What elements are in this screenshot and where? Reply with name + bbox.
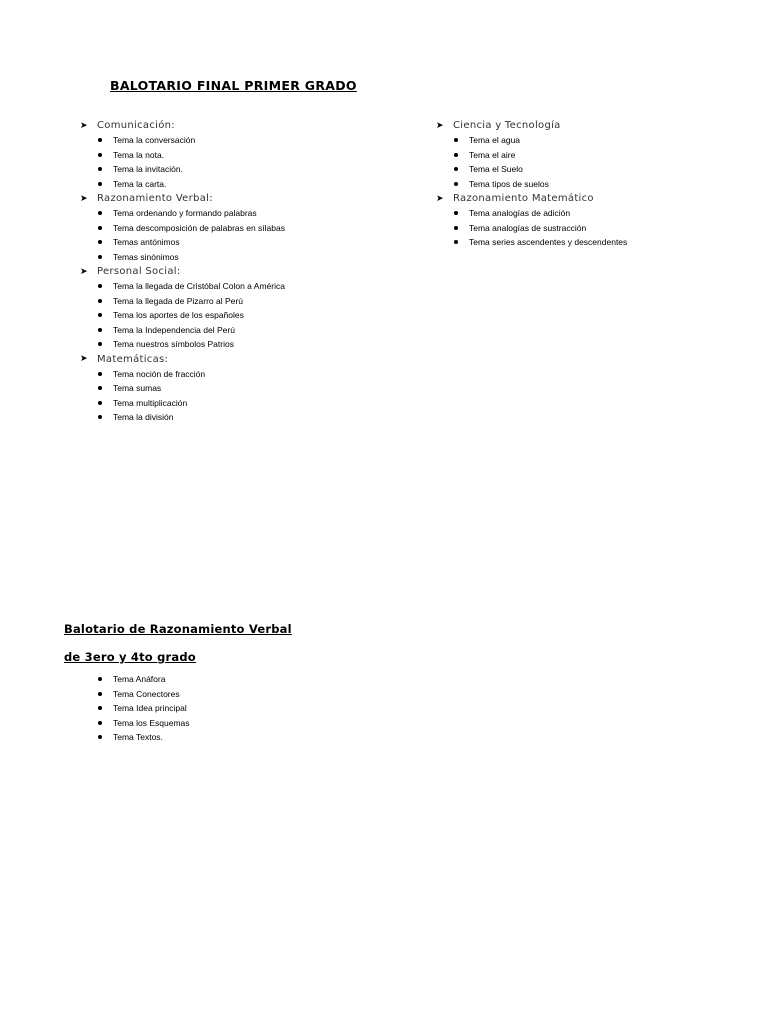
bullet-icon — [98, 735, 102, 739]
list-item: Tema la Independencia del Perú — [80, 323, 285, 338]
arrow-bullet-icon: ➤ — [80, 120, 88, 131]
subject-matematicas — [80, 352, 285, 425]
list-item: Tema noción de fracción — [80, 367, 285, 382]
bullet-icon — [454, 211, 458, 215]
subject-razonamiento-matematico — [436, 191, 627, 250]
bullet-icon — [98, 415, 102, 419]
list-item: Tema la conversación — [80, 133, 285, 148]
subject-razonamiento-verbal — [80, 191, 285, 264]
list-item: Tema Textos. — [80, 730, 190, 745]
bullet-icon — [98, 313, 102, 317]
list-item: Tema sumas — [80, 381, 285, 396]
list-item: Temas antónimos — [80, 235, 285, 250]
bullet-icon — [454, 240, 458, 244]
list-item: Tema Conectores — [80, 687, 190, 702]
list-item: Tema analogías de sustracción — [436, 221, 627, 236]
topic-list — [436, 133, 627, 191]
topic-list — [80, 133, 285, 191]
bullet-icon — [98, 167, 102, 171]
list-item: Tema analogías de adición — [436, 206, 627, 221]
arrow-bullet-icon: ➤ — [436, 193, 444, 204]
subject-label: Razonamiento Matemático — [453, 193, 594, 204]
bullet-icon — [98, 284, 102, 288]
list-item: Tema la invitación. — [80, 162, 285, 177]
left-column — [80, 118, 285, 425]
bullet-icon — [98, 255, 102, 259]
list-item: Tema ordenando y formando palabras — [80, 206, 285, 221]
bullet-icon — [98, 372, 102, 376]
list-item: Tema multiplicación — [80, 396, 285, 411]
list-item: Tema el aire — [436, 148, 627, 163]
list-item: Tema la llegada de Pizarro al Perú — [80, 294, 285, 309]
bullet-icon — [98, 182, 102, 186]
rv-topic-list — [80, 672, 190, 745]
bullet-icon — [454, 167, 458, 171]
list-item: Tema series ascendentes y descendentes — [436, 235, 627, 250]
page-title: BALOTARIO FINAL PRIMER GRADO — [110, 78, 357, 93]
bullet-icon — [98, 328, 102, 332]
subject-label: Comunicación: — [97, 120, 175, 131]
list-item: Tema descomposición de palabras en sílabas — [80, 221, 285, 236]
subject-personal-social — [80, 264, 285, 352]
bullet-icon — [454, 153, 458, 157]
list-item: Tema la llegada de Cristóbal Colon a América — [80, 279, 285, 294]
right-column — [436, 118, 627, 250]
bullet-icon — [98, 299, 102, 303]
bullet-icon — [98, 401, 102, 405]
list-item: Tema Idea principal — [80, 701, 190, 716]
bullet-icon — [98, 226, 102, 230]
arrow-bullet-icon: ➤ — [80, 193, 88, 204]
arrow-bullet-icon: ➤ — [436, 120, 444, 131]
bullet-icon — [454, 138, 458, 142]
topic-list — [80, 206, 285, 264]
list-item: Tema Anáfora — [80, 672, 190, 687]
list-item: Tema la nota. — [80, 148, 285, 163]
bullet-icon — [454, 226, 458, 230]
list-item: Tema los Esquemas — [80, 716, 190, 731]
subject-comunicacion — [80, 118, 285, 191]
bullet-icon — [98, 706, 102, 710]
bullet-icon — [98, 677, 102, 681]
bullet-icon — [98, 240, 102, 244]
arrow-bullet-icon: ➤ — [80, 266, 88, 277]
topic-list — [436, 206, 627, 250]
subject-label: Personal Social: — [97, 266, 181, 277]
bullet-icon — [98, 138, 102, 142]
bullet-icon — [454, 182, 458, 186]
list-item: Tema la carta. — [80, 177, 285, 192]
subject-label: Matemáticas: — [97, 353, 169, 365]
arrow-bullet-icon: ➤ — [80, 354, 88, 364]
list-item: Tema el agua — [436, 133, 627, 148]
bullet-icon — [98, 342, 102, 346]
bullet-icon — [98, 211, 102, 215]
subject-label: Razonamiento Verbal: — [97, 193, 213, 204]
list-item: Tema el Suelo — [436, 162, 627, 177]
topic-list — [80, 367, 285, 425]
list-item: Tema la división — [80, 410, 285, 425]
section-subtitle: de 3ero y 4to grado — [64, 650, 196, 664]
topic-list — [80, 279, 285, 352]
list-item: Tema tipos de suelos — [436, 177, 627, 192]
subject-label: Ciencia y Tecnología — [453, 120, 561, 131]
subject-ciencia-tecnologia — [436, 118, 627, 191]
section-title: Balotario de Razonamiento Verbal — [64, 622, 292, 636]
bullet-icon — [98, 153, 102, 157]
list-item: Tema los aportes de los españoles — [80, 308, 285, 323]
bullet-icon — [98, 386, 102, 390]
list-item: Tema nuestros símbolos Patrios — [80, 337, 285, 352]
list-item: Temas sinónimos — [80, 250, 285, 265]
bullet-icon — [98, 692, 102, 696]
bullet-icon — [98, 721, 102, 725]
